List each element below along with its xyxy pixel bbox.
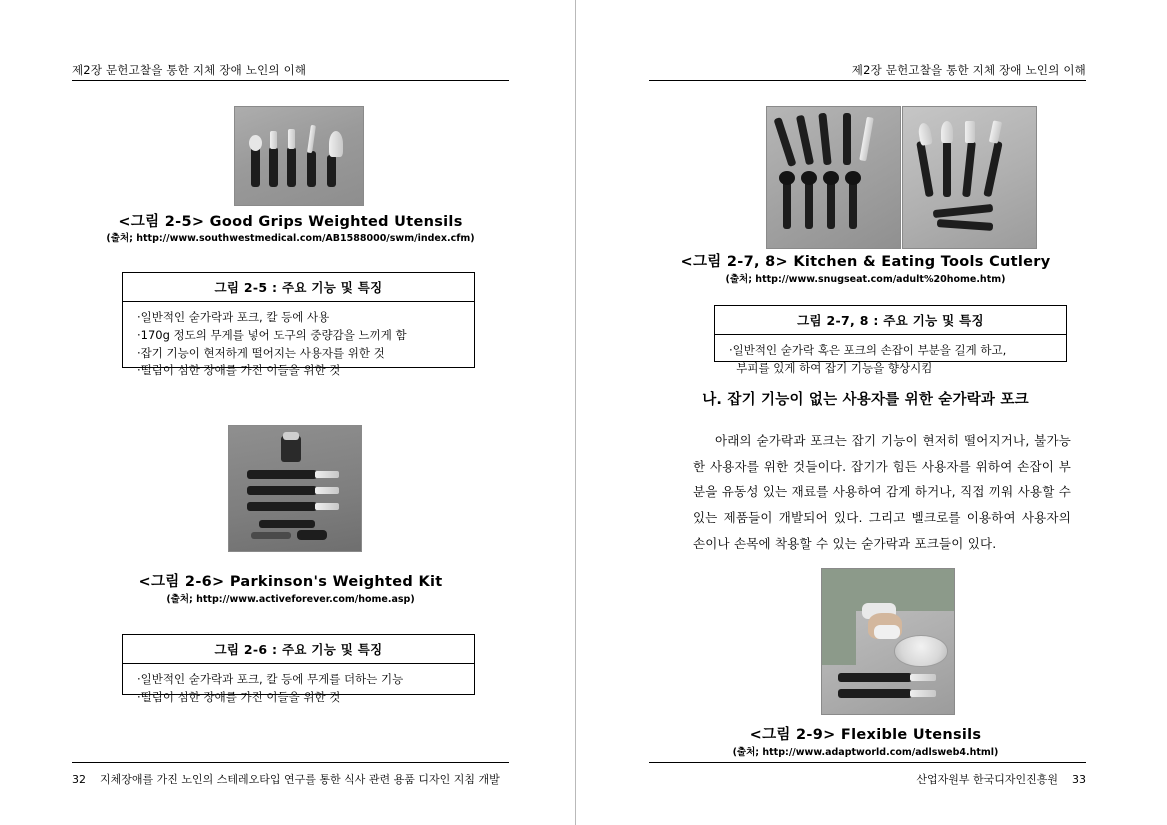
table-row: ·잡기 기능이 현저하게 떨어지는 사용자를 위한 것 bbox=[137, 345, 385, 360]
flexible-utensils-photo bbox=[822, 569, 954, 714]
left-page-number: 32 bbox=[72, 773, 86, 786]
figure-2-6-table-body bbox=[123, 664, 474, 715]
figure-2-7-8-source: (출처; http://www.snugseat.com/adult%20home.htm) bbox=[725, 274, 1006, 285]
figure-2-8-image bbox=[902, 106, 1037, 249]
figure-2-5-source: (출처; http://www.southwestmedical.com/AB1588000/swm/index.cfm) bbox=[106, 233, 475, 244]
figure-2-9-image bbox=[821, 568, 955, 715]
body-paragraph: 아래의 숟가락과 포크는 잡기 기능이 현저히 떨어지거나, 불가능한 사용자를 위한 것들이다. 잡기가 힘든 사용자를 위하여 손잡이 부분을 유동성 있는 재료를 사용하여 감게 하거나, 직접 끼워 사용할 수 있는 제품들이 개발되어 있다. 그리고 벨크로를 이용하여 사용자의 손이나 손목에 착용할 수 있는 숟가락과 포크들이 있다. bbox=[693, 433, 1071, 551]
left-running-head: 제2장 문헌고찰을 통한 지체 장애 노인의 이해 bbox=[72, 63, 307, 77]
figure-2-6-table-header: 그림 2-6 : 주요 기능 및 특징 bbox=[123, 635, 474, 664]
figure-2-6-caption: <그림 2-6> Parkinson's Weighted Kit bbox=[138, 574, 443, 590]
weighted-utensils-photo bbox=[235, 107, 363, 205]
right-footer-rule bbox=[649, 762, 1086, 763]
table-row: ·떨림이 심한 장애를 가진 이들을 위한 것 bbox=[137, 363, 341, 378]
right-folio-text: 산업자원부 한국디자인진흥원 bbox=[916, 773, 1058, 786]
figure-2-5-caption: <그림 2-5> Good Grips Weighted Utensils bbox=[118, 214, 463, 230]
figure-2-9-caption: <그림 2-9> Flexible Utensils bbox=[749, 727, 982, 743]
right-page-number: 33 bbox=[1072, 773, 1086, 786]
figure-2-5-image bbox=[234, 106, 364, 206]
table-row: ·일반적인 숟가락과 포크, 칼 등에 무게를 더하는 기능 bbox=[137, 672, 404, 686]
figure-2-9-source: (출처; http://www.adaptworld.com/adlsweb4.html) bbox=[732, 747, 999, 758]
right-page bbox=[583, 0, 1166, 825]
figure-2-7-8-table-body bbox=[715, 335, 1066, 386]
figure-2-7-image bbox=[766, 106, 901, 249]
figure-2-6-image bbox=[228, 425, 362, 552]
eating-tools-cutlery-photo bbox=[903, 107, 1036, 248]
right-running-head: 제2장 문헌고찰을 통한 지체 장애 노인의 이해 bbox=[851, 63, 1086, 77]
right-page-folio bbox=[916, 771, 1086, 787]
figure-2-5-table-body bbox=[123, 302, 474, 388]
left-folio-text: 지체장애를 가진 노인의 스테레오타입 연구를 통한 식사 관련 용품 디자인 지침 개발 bbox=[100, 773, 500, 786]
table-row: ·일반적인 숟가락과 포크, 칼 등에 사용 bbox=[137, 310, 330, 324]
left-header-rule bbox=[72, 80, 509, 81]
figure-2-7-8-caption: <그림 2-7, 8> Kitchen & Eating Tools Cutlery bbox=[680, 254, 1051, 270]
left-footer-rule bbox=[72, 762, 509, 763]
figure-2-7-8-feature-table bbox=[714, 305, 1067, 375]
section-heading: 나. 잡기 기능이 없는 사용자를 위한 숟가락과 포크 bbox=[702, 392, 1029, 408]
figure-2-7-8-table-header: 그림 2-7, 8 : 주요 기능 및 특징 bbox=[715, 306, 1066, 335]
figure-2-6-feature-table bbox=[122, 634, 475, 704]
parkinsons-weighted-kit-photo bbox=[229, 426, 361, 551]
right-header-rule bbox=[649, 80, 1086, 81]
figure-2-5-feature-table bbox=[122, 272, 475, 378]
kitchen-tools-left-photo bbox=[767, 107, 900, 248]
left-page bbox=[0, 0, 583, 825]
table-row: ·170g 정도의 무게를 넣어 도구의 중량감을 느끼게 함 bbox=[137, 327, 407, 342]
table-row: ·떨림이 심한 장애를 가진 이들을 위한 것 bbox=[137, 689, 341, 704]
figure-2-6-source: (출처; http://www.activeforever.com/home.asp) bbox=[166, 594, 415, 605]
left-page-folio bbox=[72, 771, 500, 787]
figure-2-5-table-header: 그림 2-5 : 주요 기능 및 특징 bbox=[123, 273, 474, 302]
table-row: ·일반적인 숟가락 혹은 포크의 손잡이 부분을 길게 하고, bbox=[729, 343, 1007, 357]
table-row: 부피를 있게 하여 잡기 기능을 향상시킴 bbox=[729, 360, 933, 375]
